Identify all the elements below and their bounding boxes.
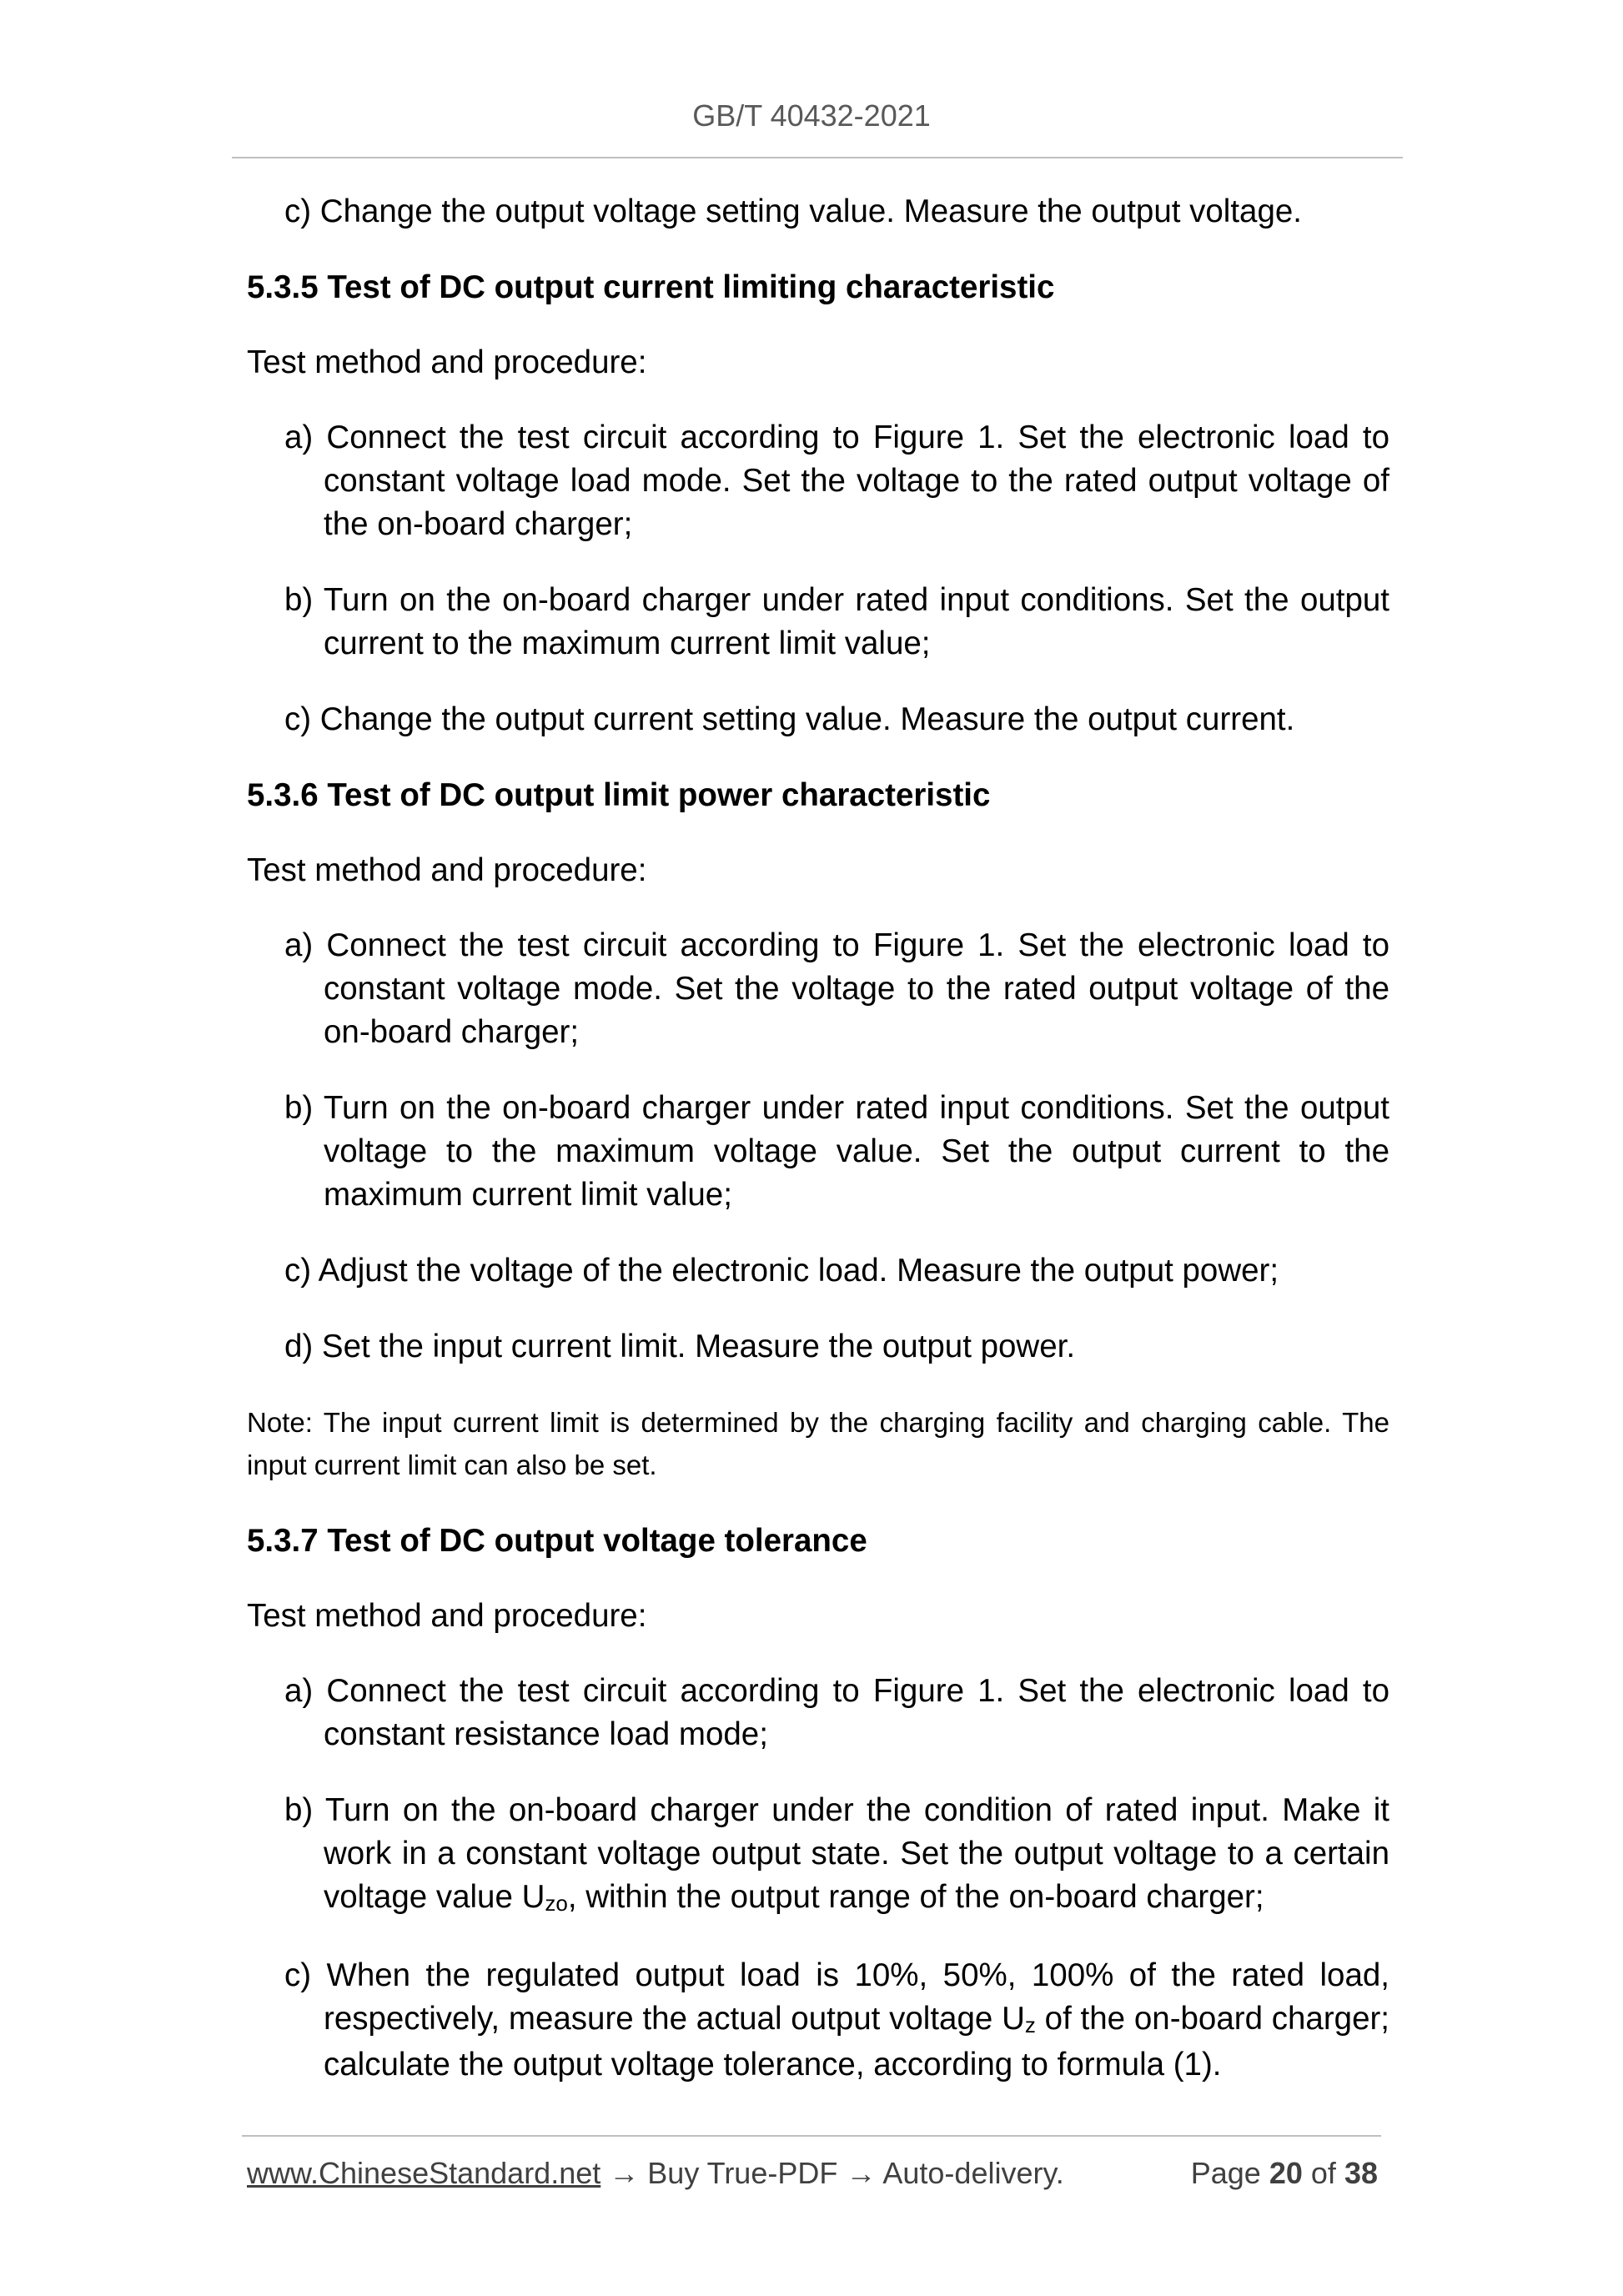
list-item-d: d) Set the input current limit. Measure the output power. — [284, 1329, 1076, 1364]
buy-text: Buy True-PDF — [647, 2156, 838, 2190]
section-heading-5-3-7: 5.3.7 Test of DC output voltage tolerance — [247, 1523, 867, 1559]
section-intro: Test method and procedure: — [247, 344, 647, 380]
list-item-c — [284, 1954, 1389, 2087]
item-text: b) Turn on the on-board charger under the condition of rated input. Make it work in a constant voltage output state. Set the output voltage to a certain voltage value U — [284, 1792, 1389, 1915]
header-divider — [232, 157, 1403, 158]
subscript: z — [1024, 2012, 1036, 2037]
page-content — [247, 190, 1389, 2119]
arrow-icon: → — [846, 2156, 877, 2190]
list-item-b: b) Turn on the on-board charger under rated input conditions. Set the output current to the maximum current limit value; — [284, 582, 1389, 661]
total-pages: 38 — [1344, 2156, 1378, 2190]
list-item-a: a) Connect the test circuit according to Figure 1. Set the electronic load to constant voltage load mode. Set the voltage to the rated output voltage of the on-board charger; — [284, 420, 1389, 542]
item-text: of the on-board charger; calculate the output voltage tolerance, according to formula (1). — [324, 2001, 1390, 2082]
list-item-a: a) Connect the test circuit according to Figure 1. Set the electronic load to constant voltage mode. Set the voltage to the rated output voltage of the on-board charger; — [284, 927, 1389, 1050]
document-header: GB/T 40432-2021 — [692, 98, 931, 133]
subscript: zo — [545, 1891, 568, 1916]
list-item-b — [284, 1789, 1389, 1922]
note-text: Note: The input current limit is determined by the charging facility and charging cable. The input current limit can also be set. — [247, 1407, 1389, 1480]
list-item-c: c) Adjust the voltage of the electronic load. Measure the output power; — [284, 1253, 1279, 1289]
page-number: 20 — [1269, 2156, 1303, 2190]
list-item-c: c) Change the output voltage setting value. Measure the output voltage. — [284, 193, 1302, 229]
item-text: c) When the regulated output load is 10%, 50%, 100% of the rated load, respectively, measure the actual output voltage U — [284, 1957, 1389, 2037]
list-item-c: c) Change the output current setting value. Measure the output current. — [284, 701, 1295, 737]
page-indicator — [1191, 2156, 1378, 2191]
of-label: of — [1310, 2156, 1336, 2190]
list-item-b: b) Turn on the on-board charger under rated input conditions. Set the output voltage to the maximum voltage value. Set the output current to the maximum current limit value; — [284, 1090, 1389, 1213]
list-item-a: a) Connect the test circuit according to Figure 1. Set the electronic load to constant resistance load mode; — [284, 1673, 1389, 1752]
arrow-icon: → — [609, 2156, 640, 2190]
delivery-text: Auto-delivery. — [882, 2156, 1064, 2190]
footer-divider — [242, 2135, 1381, 2137]
page-footer — [247, 2156, 1378, 2191]
section-intro: Test method and procedure: — [247, 852, 647, 888]
page-label: Page — [1190, 2156, 1261, 2190]
section-intro: Test method and procedure: — [247, 1598, 647, 1634]
item-text: , within the output range of the on-board charger; — [567, 1879, 1264, 1915]
section-heading-5-3-6: 5.3.6 Test of DC output limit power characteristic — [247, 777, 991, 813]
section-heading-5-3-5: 5.3.5 Test of DC output current limiting characteristic — [247, 269, 1055, 305]
website-link[interactable]: www.ChineseStandard.net — [247, 2156, 601, 2190]
